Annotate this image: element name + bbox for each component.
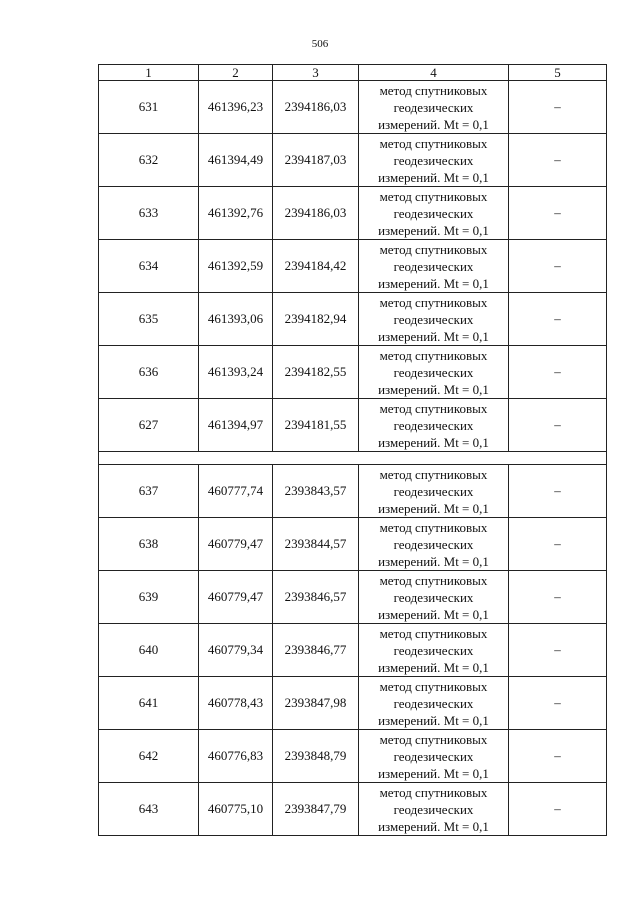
method-text-line: измерений. Mt = 0,1 bbox=[378, 328, 489, 344]
header-row bbox=[99, 65, 607, 81]
point-number-cell: 634 bbox=[99, 240, 199, 293]
x-coordinate-cell: 460779,34 bbox=[199, 624, 273, 677]
accuracy-dash-cell: – bbox=[509, 783, 607, 836]
table-row bbox=[99, 346, 607, 399]
method-text-line: измерений. Mt = 0,1 bbox=[378, 606, 489, 622]
x-coordinate-cell: 460776,83 bbox=[199, 730, 273, 783]
x-coordinate-cell: 460778,43 bbox=[199, 677, 273, 730]
accuracy-dash-cell: – bbox=[509, 293, 607, 346]
method-cell bbox=[359, 293, 509, 346]
method-text-line: метод спутниковых bbox=[379, 519, 488, 535]
point-number-cell: 635 bbox=[99, 293, 199, 346]
method-text-line: измерений. Mt = 0,1 bbox=[378, 169, 489, 185]
point-number-cell: 627 bbox=[99, 399, 199, 452]
table-row bbox=[99, 677, 607, 730]
accuracy-dash-cell: – bbox=[509, 134, 607, 187]
accuracy-dash-cell: – bbox=[509, 81, 607, 134]
point-number-cell: 641 bbox=[99, 677, 199, 730]
point-number-cell: 639 bbox=[99, 571, 199, 624]
method-cell bbox=[359, 571, 509, 624]
table-row bbox=[99, 783, 607, 836]
accuracy-dash-cell: – bbox=[509, 730, 607, 783]
method-text-line: геодезических bbox=[393, 311, 474, 327]
point-number-cell: 631 bbox=[99, 81, 199, 134]
x-coordinate-cell: 461392,76 bbox=[199, 187, 273, 240]
method-text-line: геодезических bbox=[393, 258, 474, 274]
y-coordinate-cell: 2394181,55 bbox=[273, 399, 359, 452]
y-coordinate-cell: 2393847,79 bbox=[273, 783, 359, 836]
method-text-line: метод спутниковых bbox=[379, 82, 488, 98]
method-text-line: геодезических bbox=[393, 205, 474, 221]
method-text-line: геодезических bbox=[393, 748, 474, 764]
y-coordinate-cell: 2393843,57 bbox=[273, 465, 359, 518]
table-row bbox=[99, 293, 607, 346]
method-text-line: метод спутниковых bbox=[379, 784, 488, 800]
method-cell bbox=[359, 240, 509, 293]
column-header: 1 bbox=[99, 65, 199, 81]
point-number-cell: 642 bbox=[99, 730, 199, 783]
method-text-line: геодезических bbox=[393, 364, 474, 380]
method-cell bbox=[359, 187, 509, 240]
method-text-line: геодезических bbox=[393, 99, 474, 115]
accuracy-dash-cell: – bbox=[509, 571, 607, 624]
method-text-line: метод спутниковых bbox=[379, 678, 488, 694]
y-coordinate-cell: 2394182,94 bbox=[273, 293, 359, 346]
method-text-line: измерений. Mt = 0,1 bbox=[378, 434, 489, 450]
method-text-line: метод спутниковых bbox=[379, 572, 488, 588]
y-coordinate-cell: 2394184,42 bbox=[273, 240, 359, 293]
x-coordinate-cell: 461394,49 bbox=[199, 134, 273, 187]
separator-cell bbox=[99, 452, 607, 465]
separator-row bbox=[99, 452, 607, 465]
table-row bbox=[99, 134, 607, 187]
point-number-cell: 636 bbox=[99, 346, 199, 399]
point-number-cell: 638 bbox=[99, 518, 199, 571]
method-text-line: геодезических bbox=[393, 801, 474, 817]
method-text-line: метод спутниковых bbox=[379, 294, 488, 310]
table-row bbox=[99, 399, 607, 452]
y-coordinate-cell: 2393844,57 bbox=[273, 518, 359, 571]
column-header: 3 bbox=[273, 65, 359, 81]
accuracy-dash-cell: – bbox=[509, 624, 607, 677]
method-text-line: геодезических bbox=[393, 483, 474, 499]
method-text-line: геодезических bbox=[393, 152, 474, 168]
x-coordinate-cell: 461396,23 bbox=[199, 81, 273, 134]
y-coordinate-cell: 2393848,79 bbox=[273, 730, 359, 783]
method-text-line: метод спутниковых bbox=[379, 135, 488, 151]
accuracy-dash-cell: – bbox=[509, 346, 607, 399]
y-coordinate-cell: 2394187,03 bbox=[273, 134, 359, 187]
method-cell bbox=[359, 677, 509, 730]
table-row bbox=[99, 240, 607, 293]
y-coordinate-cell: 2394186,03 bbox=[273, 187, 359, 240]
method-text-line: геодезических bbox=[393, 536, 474, 552]
accuracy-dash-cell: – bbox=[509, 240, 607, 293]
method-text-line: метод спутниковых bbox=[379, 625, 488, 641]
x-coordinate-cell: 460779,47 bbox=[199, 518, 273, 571]
method-text-line: измерений. Mt = 0,1 bbox=[378, 500, 489, 516]
method-cell bbox=[359, 730, 509, 783]
accuracy-dash-cell: – bbox=[509, 465, 607, 518]
method-text-line: измерений. Mt = 0,1 bbox=[378, 818, 489, 834]
point-number-cell: 633 bbox=[99, 187, 199, 240]
method-cell bbox=[359, 624, 509, 677]
y-coordinate-cell: 2393847,98 bbox=[273, 677, 359, 730]
x-coordinate-cell: 461394,97 bbox=[199, 399, 273, 452]
point-number-cell: 640 bbox=[99, 624, 199, 677]
y-coordinate-cell: 2393846,77 bbox=[273, 624, 359, 677]
method-cell bbox=[359, 465, 509, 518]
method-text-line: измерений. Mt = 0,1 bbox=[378, 116, 489, 132]
method-cell bbox=[359, 518, 509, 571]
x-coordinate-cell: 460777,74 bbox=[199, 465, 273, 518]
method-cell bbox=[359, 399, 509, 452]
method-text-line: измерений. Mt = 0,1 bbox=[378, 765, 489, 781]
y-coordinate-cell: 2394186,03 bbox=[273, 81, 359, 134]
column-header: 4 bbox=[359, 65, 509, 81]
column-header: 5 bbox=[509, 65, 607, 81]
method-cell bbox=[359, 346, 509, 399]
method-text-line: метод спутниковых bbox=[379, 731, 488, 747]
method-text-line: геодезических bbox=[393, 589, 474, 605]
table-row bbox=[99, 624, 607, 677]
coordinates-table bbox=[98, 64, 607, 836]
method-cell bbox=[359, 783, 509, 836]
method-text-line: геодезических bbox=[393, 642, 474, 658]
method-text-line: метод спутниковых bbox=[379, 241, 488, 257]
method-text-line: метод спутниковых bbox=[379, 466, 488, 482]
method-text-line: измерений. Mt = 0,1 bbox=[378, 553, 489, 569]
y-coordinate-cell: 2394182,55 bbox=[273, 346, 359, 399]
x-coordinate-cell: 461392,59 bbox=[199, 240, 273, 293]
x-coordinate-cell: 461393,06 bbox=[199, 293, 273, 346]
method-text-line: измерений. Mt = 0,1 bbox=[378, 222, 489, 238]
y-coordinate-cell: 2393846,57 bbox=[273, 571, 359, 624]
method-text-line: метод спутниковых bbox=[379, 188, 488, 204]
point-number-cell: 632 bbox=[99, 134, 199, 187]
x-coordinate-cell: 460779,47 bbox=[199, 571, 273, 624]
method-text-line: измерений. Mt = 0,1 bbox=[378, 381, 489, 397]
x-coordinate-cell: 460775,10 bbox=[199, 783, 273, 836]
table-row bbox=[99, 730, 607, 783]
method-cell bbox=[359, 134, 509, 187]
method-text-line: геодезических bbox=[393, 695, 474, 711]
table-row bbox=[99, 81, 607, 134]
column-header: 2 bbox=[199, 65, 273, 81]
method-text-line: измерений. Mt = 0,1 bbox=[378, 712, 489, 728]
method-text-line: геодезических bbox=[393, 417, 474, 433]
page-number: 506 bbox=[311, 38, 329, 50]
method-text-line: измерений. Mt = 0,1 bbox=[378, 659, 489, 675]
table-row bbox=[99, 571, 607, 624]
method-cell bbox=[359, 81, 509, 134]
method-text-line: метод спутниковых bbox=[379, 400, 488, 416]
table-row bbox=[99, 518, 607, 571]
method-text-line: измерений. Mt = 0,1 bbox=[378, 275, 489, 291]
accuracy-dash-cell: – bbox=[509, 187, 607, 240]
accuracy-dash-cell: – bbox=[509, 677, 607, 730]
table-row bbox=[99, 465, 607, 518]
point-number-cell: 637 bbox=[99, 465, 199, 518]
point-number-cell: 643 bbox=[99, 783, 199, 836]
x-coordinate-cell: 461393,24 bbox=[199, 346, 273, 399]
table-row bbox=[99, 187, 607, 240]
accuracy-dash-cell: – bbox=[509, 399, 607, 452]
accuracy-dash-cell: – bbox=[509, 518, 607, 571]
method-text-line: метод спутниковых bbox=[379, 347, 488, 363]
